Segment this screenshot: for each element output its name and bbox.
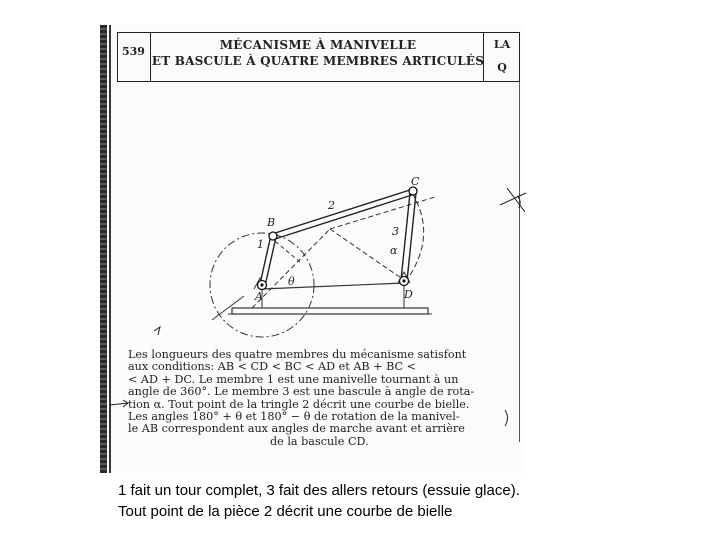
code-top: LA xyxy=(493,38,511,51)
title-line-2: ET BASCULE À QUATRE MEMBRES ARTICULÉS xyxy=(151,54,485,68)
dashed-link-3 xyxy=(330,197,435,229)
description-line: le AB correspondent aux angles de marche avant et arrière xyxy=(128,422,465,436)
description-line: angle de 360°. Le membre 3 est une bascule à angle de rota- xyxy=(128,385,475,399)
pen-mark-4 xyxy=(154,327,160,335)
frame-bar xyxy=(262,283,404,289)
link-1-b xyxy=(265,237,276,286)
description-line: aux conditions: AB < CD < BC < AD et AB + BC < xyxy=(128,360,417,374)
title-line-1: MÉCANISME À MANIVELLE xyxy=(219,38,417,52)
joint-C xyxy=(409,187,417,195)
label-alpha: α xyxy=(390,244,398,257)
label-B: B xyxy=(267,216,276,229)
code-bottom: Q xyxy=(497,61,507,74)
pen-mark-2 xyxy=(500,193,526,205)
joint-B xyxy=(269,232,277,240)
description-line: Les angles 180° + θ et 180° − θ de rotation de la manivel- xyxy=(128,410,460,424)
description-text xyxy=(128,349,520,448)
label-link-1: 1 xyxy=(257,238,264,251)
label-C: C xyxy=(411,175,420,188)
description-line: de la bascule CD. xyxy=(270,434,369,448)
description-line: < AD + DC. Le membre 1 est une manivelle tournant à un xyxy=(128,372,459,386)
description-line: tion α. Tout point de la tringle 2 décrit une courbe de bielle. xyxy=(128,397,470,411)
label-link-2: 2 xyxy=(328,199,335,212)
page-number: 539 xyxy=(122,45,145,58)
caption-line-1: 1 fait un tour complet, 3 fait des allers retours (essuie glace). xyxy=(118,482,520,499)
description-line: Les longueurs des quatre membres du mécanisme satisfont xyxy=(128,348,467,361)
label-A: A xyxy=(255,290,263,303)
joint-D-center xyxy=(402,279,405,282)
label-theta: θ xyxy=(288,275,295,288)
joint-A-center xyxy=(260,283,263,286)
caption-line-2: Tout point de la pièce 2 décrit une courbe de bielle xyxy=(118,503,453,520)
base-plate xyxy=(232,308,428,314)
caption xyxy=(118,480,520,522)
label-link-3: 3 xyxy=(392,225,399,238)
label-D: D xyxy=(404,288,413,301)
